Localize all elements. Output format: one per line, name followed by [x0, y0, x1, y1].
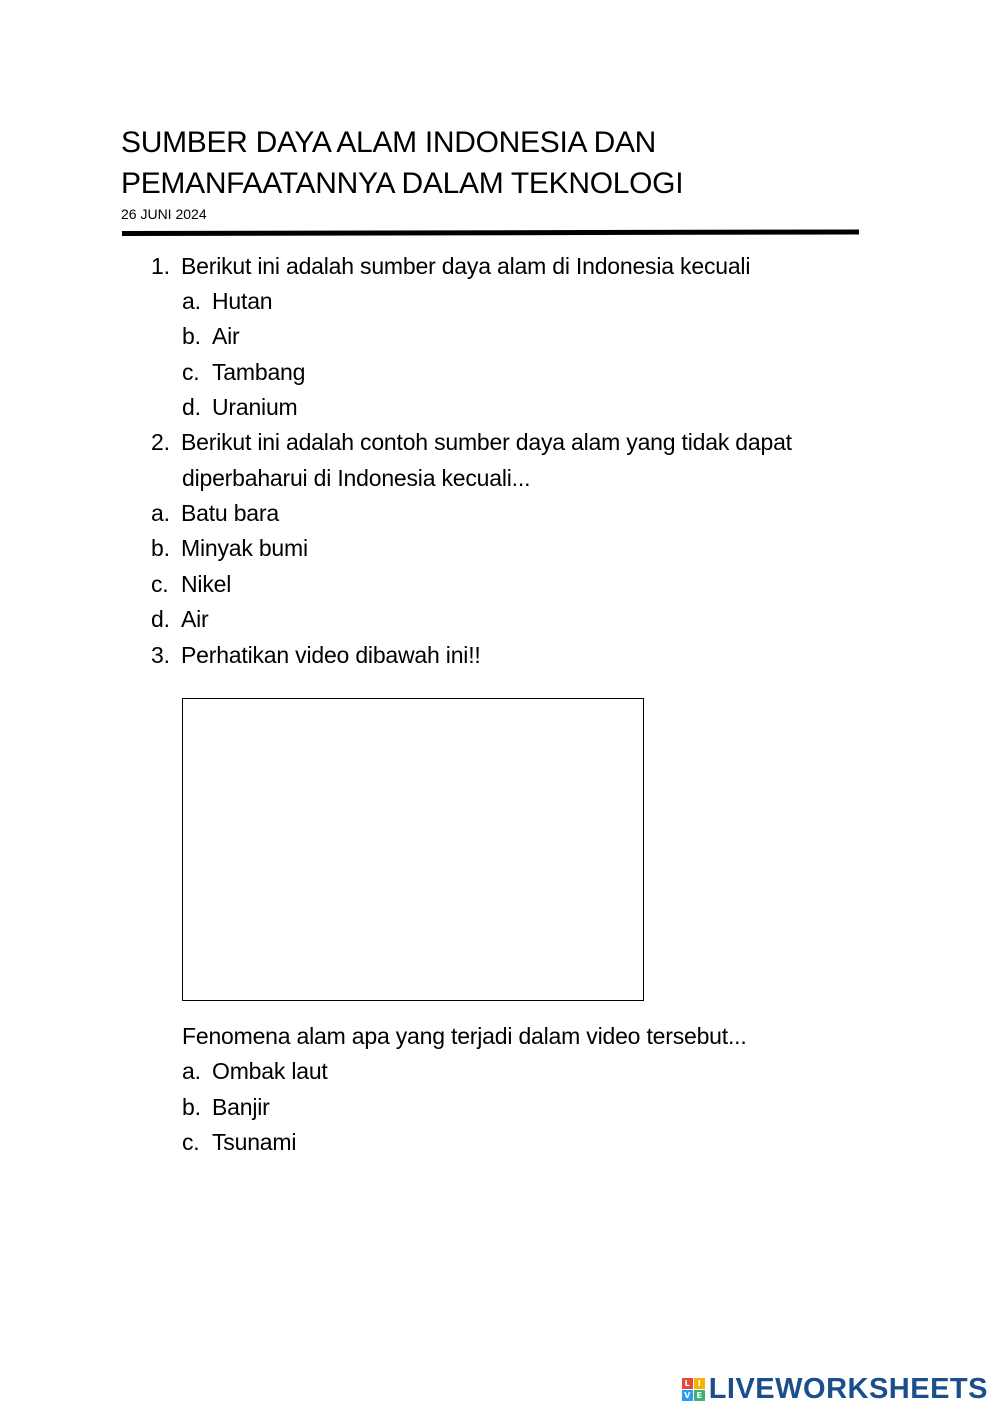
- question-1-option-d[interactable]: [182, 393, 298, 421]
- option-marker: a.: [151, 500, 170, 526]
- logo-text: LIVEWORKSHEETS: [708, 1372, 988, 1405]
- liveworksheets-logo: [682, 1372, 988, 1406]
- option-text: Air: [181, 606, 209, 632]
- question-3-option-b[interactable]: [182, 1093, 270, 1121]
- header-divider: [122, 229, 859, 236]
- option-marker: b.: [182, 1094, 201, 1120]
- question-3: [151, 641, 481, 669]
- option-text: Banjir: [212, 1094, 270, 1120]
- option-text: Tambang: [212, 359, 306, 385]
- question-2: [151, 428, 792, 456]
- option-text: Ombak laut: [212, 1058, 328, 1084]
- question-3-text: Perhatikan video dibawah ini!!: [181, 642, 481, 668]
- question-2-option-a[interactable]: [151, 499, 279, 527]
- question-2-option-c[interactable]: [151, 570, 231, 598]
- logo-mark-icon: [682, 1378, 705, 1401]
- question-1-option-a[interactable]: [182, 287, 272, 315]
- video-frame[interactable]: [182, 698, 644, 1001]
- question-2-text-line-2: diperbaharui di Indonesia kecuali...: [182, 465, 531, 491]
- question-2-option-b[interactable]: [151, 534, 308, 562]
- question-1-option-b[interactable]: [182, 322, 240, 350]
- question-3-followup: Fenomena alam apa yang terjadi dalam video tersebut...: [182, 1023, 747, 1049]
- option-marker: d.: [182, 394, 201, 420]
- question-2-text-line-1: Berikut ini adalah contoh sumber daya alam yang tidak dapat: [181, 429, 792, 455]
- question-3-option-c[interactable]: [182, 1128, 296, 1156]
- option-text: Batu bara: [181, 500, 279, 526]
- worksheet-title: [121, 122, 861, 204]
- option-marker: a.: [182, 288, 201, 314]
- worksheet-date: 26 JUNI 2024: [121, 206, 207, 222]
- logo-letter-l: L: [682, 1378, 693, 1389]
- option-marker: a.: [182, 1058, 201, 1084]
- option-text: Nikel: [181, 571, 232, 597]
- logo-letter-e: E: [694, 1390, 705, 1401]
- question-3-option-a[interactable]: [182, 1057, 328, 1085]
- option-marker: c.: [151, 571, 169, 597]
- title-line-1: SUMBER DAYA ALAM INDONESIA DAN: [121, 126, 657, 159]
- option-marker: b.: [182, 323, 201, 349]
- question-1-text: Berikut ini adalah sumber daya alam di Indonesia kecuali: [181, 253, 751, 279]
- logo-letter-v: V: [682, 1390, 693, 1401]
- option-text: Tsunami: [212, 1129, 297, 1155]
- title-line-2: PEMANFAATANNYA DALAM TEKNOLOGI: [121, 167, 684, 200]
- question-2-option-d[interactable]: [151, 605, 209, 633]
- option-text: Air: [212, 323, 240, 349]
- option-text: Hutan: [212, 288, 273, 314]
- question-2-number: 2.: [151, 429, 170, 455]
- option-marker: b.: [151, 535, 170, 561]
- question-1-number: 1.: [151, 253, 170, 279]
- logo-letter-i: I: [694, 1378, 705, 1389]
- question-1: [151, 252, 750, 280]
- option-marker: c.: [182, 1129, 200, 1155]
- question-1-option-c[interactable]: [182, 358, 305, 386]
- option-marker: d.: [151, 606, 170, 632]
- question-3-number: 3.: [151, 642, 170, 668]
- option-text: Uranium: [212, 394, 298, 420]
- option-marker: c.: [182, 359, 200, 385]
- option-text: Minyak bumi: [181, 535, 308, 561]
